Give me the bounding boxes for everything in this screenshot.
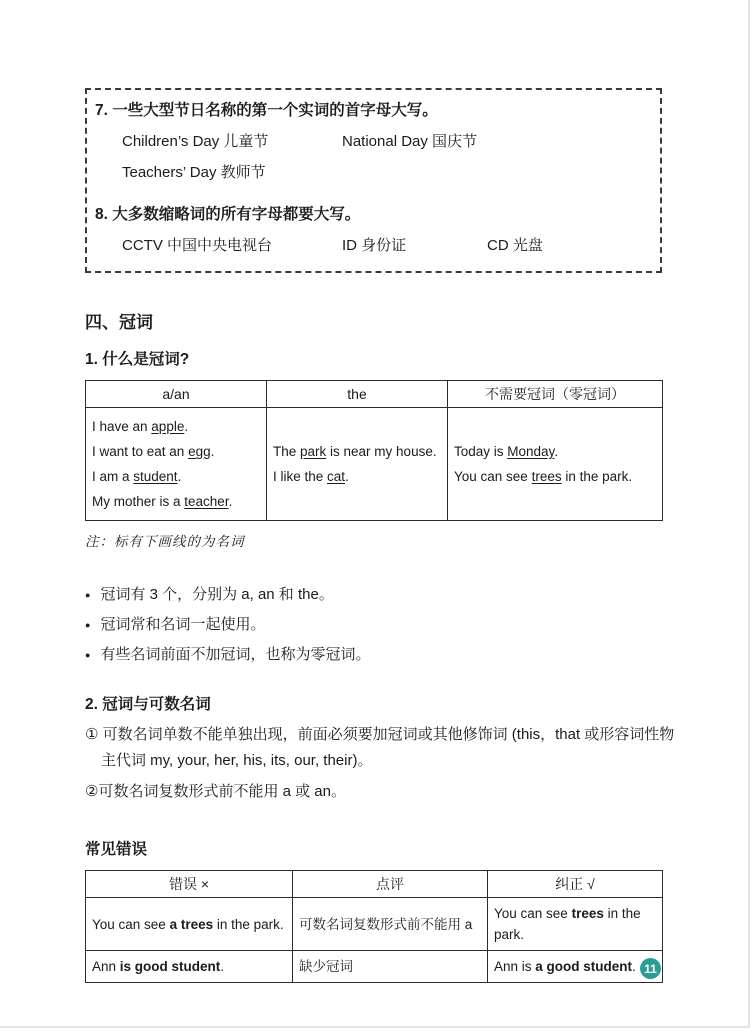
section-title-articles: 四、冠词 [85,313,153,332]
example-sentence [273,439,441,464]
cell-the-examples [267,408,448,521]
error-row [86,898,663,951]
cell-correct-sentence [488,951,663,983]
list-item [85,612,662,638]
underline-note: 注：标有下画线的为名词 [85,534,245,550]
error-row [86,951,663,983]
text-segment: Ann [92,959,120,974]
example-sentence [454,439,656,464]
example-teachers-day: Teachers’ Day 教师节 [122,164,266,181]
common-errors-table [85,870,663,983]
text-segment: . [220,959,225,974]
example-id: ID 身份证 [342,237,407,254]
table-header-row [86,871,663,898]
header-comment: 点评 [293,871,488,898]
text-segment: . [554,444,559,459]
text-segment: Ann is [494,959,536,974]
list-item [85,642,662,668]
cell-wrong-sentence [86,898,293,951]
text-segment: My mother is a [92,494,185,509]
table-body-row [86,408,663,521]
example-sentence [454,464,656,489]
underlined-noun: trees [531,469,562,484]
cell-wrong-sentence [86,951,293,983]
text-segment: . [228,494,233,509]
header-zero-article: 不需要冠词（零冠词） [448,381,663,408]
table-header-row [86,381,663,408]
text-segment: I am a [92,469,134,484]
underlined-noun: egg [188,444,211,459]
text-segment: . [210,444,215,459]
underlined-noun: Monday [507,444,555,459]
text-segment: Today is [454,444,508,459]
text-segment: You can see [92,916,170,932]
cell-correct-sentence [488,898,663,951]
rule-point-1: ① 可数名词单数不能单独出现，前面必须要加冠词或其他修饰词 (this，that 或形容词性物主代词 my, your, her, his, its, our, their)。 [85,726,675,769]
text-segment: . [177,469,182,484]
text-segment: . [184,419,189,434]
rule-point-2: ②可数名词复数形式前不能用 a 或 an。 [85,783,346,800]
text-segment: You can see [454,469,532,484]
capitalization-rules-box [85,88,662,273]
underlined-noun: apple [151,419,185,434]
underlined-noun: park [300,444,327,459]
text-segment: The [273,444,301,459]
list-item [85,582,662,608]
underlined-noun: cat [327,469,346,484]
list-item-text: 有些名词前面不加冠词，也称为零冠词。 [100,646,371,663]
cell-zero-article-examples [448,408,663,521]
list-item-text: 冠词有 3 个，分别为 a, an 和 the。 [100,586,334,603]
rule-8-title: 8. 大多数缩略词的所有字母都要大写。 [95,206,361,223]
example-sentence [273,464,441,489]
underlined-noun: student [133,469,178,484]
rule-7-examples-row-2 [95,162,650,184]
rules-list [85,722,675,805]
rule-8-examples-row [95,235,650,257]
text-segment: I have an [92,419,152,434]
text-segment: in the park. [213,916,284,932]
header-wrong: 错误 × [86,871,293,898]
subsection-articles-countable-nouns: 2. 冠词与可数名词 [85,696,211,713]
bold-phrase: is good student [119,959,221,974]
article-facts-list [85,582,662,668]
cell-comment: 可数名词复数形式前不能用 a [293,898,488,951]
text-segment: in the park. [494,906,641,942]
header-the: the [267,381,448,408]
text-segment: . [632,959,636,974]
bold-phrase: a trees [169,916,214,932]
example-cd: CD 光盘 [487,237,543,254]
page-number-badge: 11 [640,958,661,979]
text-segment: I like the [273,469,328,484]
example-sentence [92,414,260,439]
bold-phrase: a good student [535,959,633,974]
example-national-day: National Day 国庆节 [342,133,478,150]
example-sentence [92,489,260,514]
cell-a-an-examples [86,408,267,521]
bullet-icon: ● [85,590,91,600]
example-sentence [92,464,260,489]
bullet-icon: ● [85,620,91,630]
rule-7-examples-row-1 [95,131,650,153]
header-a-an: a/an [86,381,267,408]
rule-7-title: 7. 一些大型节日名称的第一个实词的首字母大写。 [95,102,438,119]
text-segment: is near my house. [326,444,437,459]
text-segment: I want to eat an [92,444,189,459]
bullet-icon: ● [85,650,91,660]
text-segment: . [345,469,349,484]
subsection-what-is-article: 1. 什么是冠词? [85,351,190,368]
cell-comment: 缺少冠词 [293,951,488,983]
text-segment: in the park. [561,469,633,484]
article-types-table [85,380,663,521]
bold-phrase: trees [571,906,604,921]
text-segment: You can see [494,906,572,921]
common-errors-title: 常见错误 [85,841,148,858]
example-sentence [92,439,260,464]
example-cctv: CCTV 中国中央电视台 [122,237,273,254]
example-childrens-day: Children’s Day 儿童节 [122,133,269,150]
list-item-text: 冠词常和名词一起使用。 [100,616,266,633]
header-correct: 纠正 √ [488,871,663,898]
underlined-noun: teacher [184,494,229,509]
